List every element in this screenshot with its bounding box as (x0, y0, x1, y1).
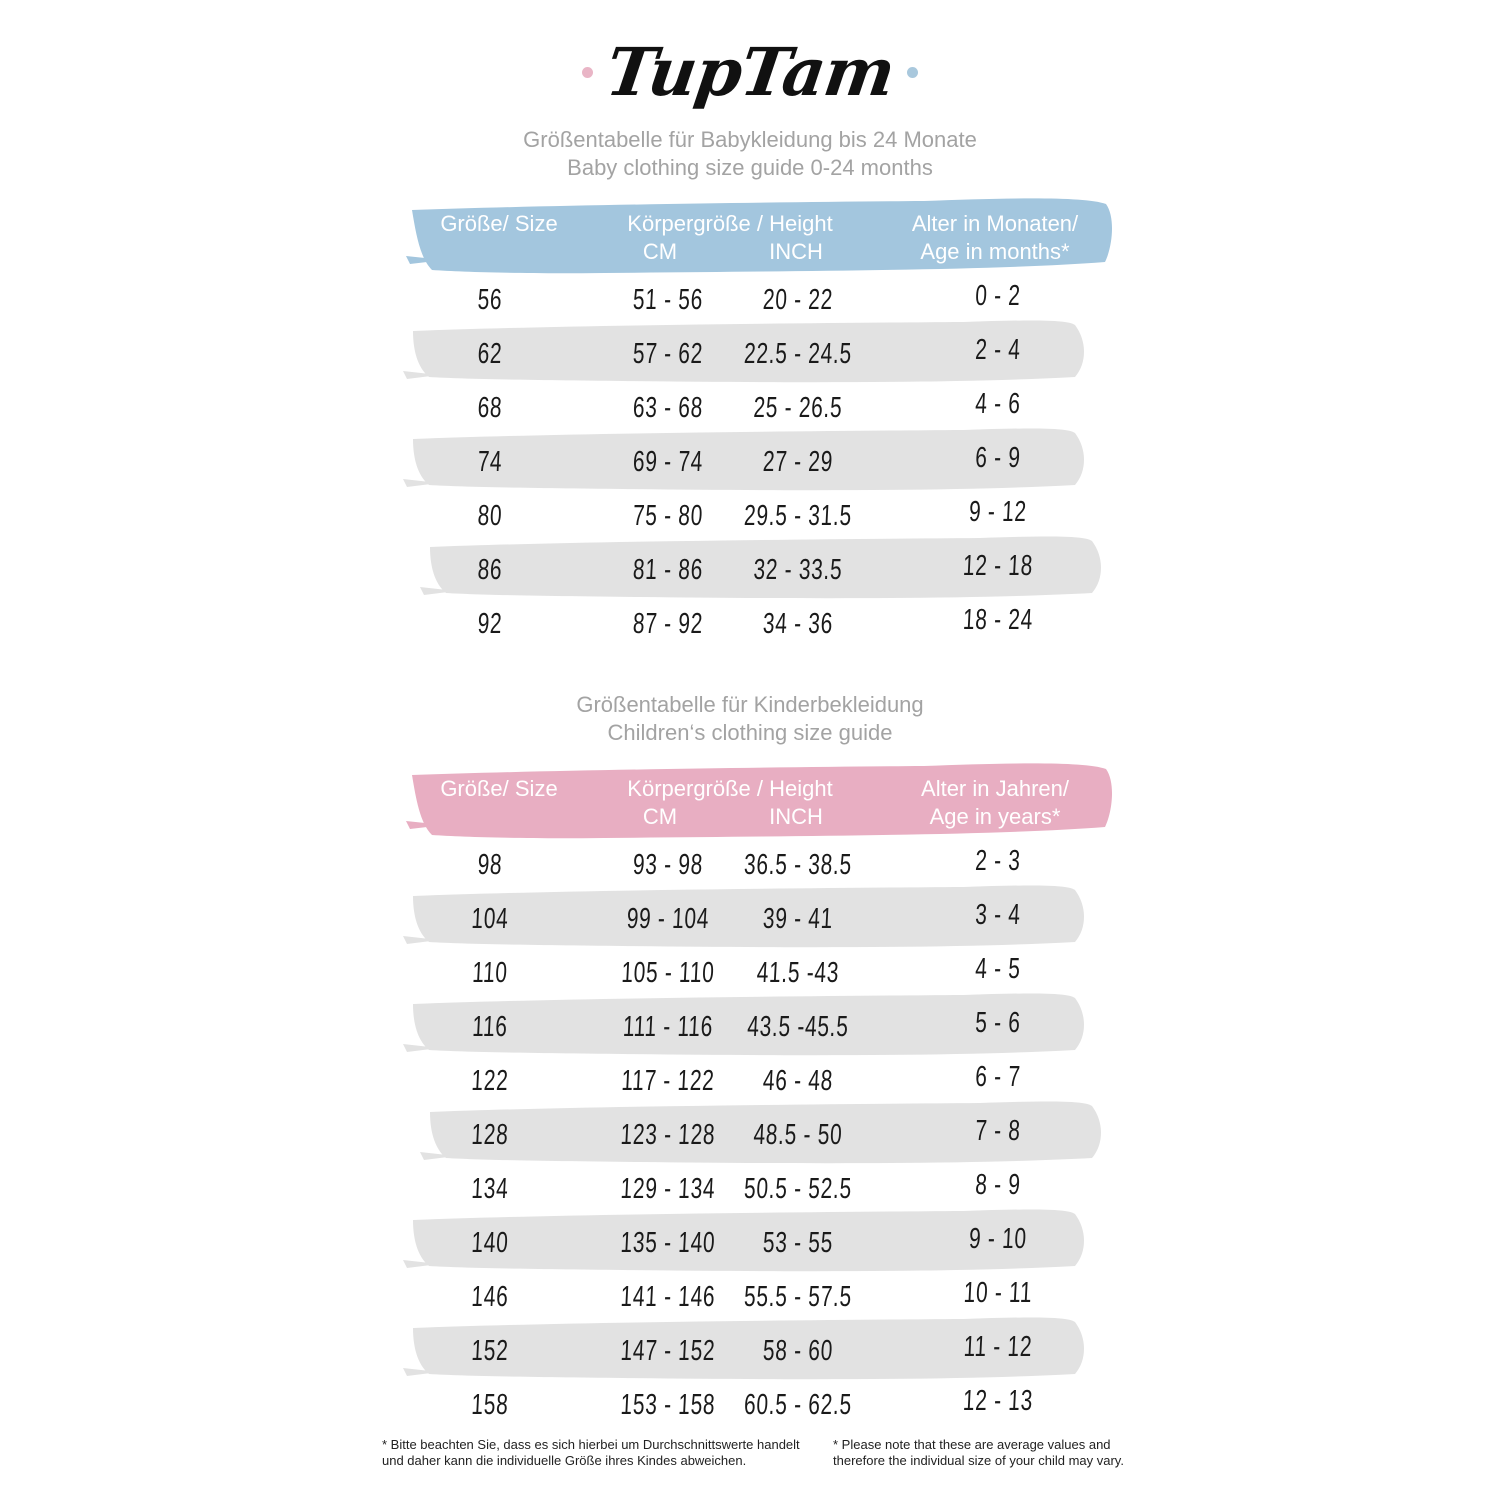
baby-cell-age: 12 - 18 (962, 550, 1034, 582)
baby-cell-size: 56 (476, 284, 504, 316)
kids-cell-cm: 141 - 146 (619, 1281, 717, 1313)
baby-cell-inch: 25 - 26.5 (752, 392, 844, 424)
kids-header-age-line2: Age in years* (929, 804, 1061, 829)
baby-cell-age: 9 - 12 (968, 496, 1028, 528)
kids-cell-size: 152 (470, 1335, 510, 1367)
baby-cell-age: 2 - 4 (974, 334, 1022, 366)
kids-cell-age: 11 - 12 (962, 1331, 1034, 1363)
baby-cell-inch: 22.5 - 24.5 (743, 338, 853, 370)
kids-header-age-line1: Alter in Jahren/ (921, 776, 1069, 801)
kids-cell-age: 2 - 3 (974, 845, 1022, 877)
logo-dot-pink-icon (582, 67, 593, 78)
baby-header-height: Körpergröße / Height (627, 211, 833, 236)
baby-header-inch: INCH (769, 239, 823, 264)
kids-cell-size: 158 (470, 1389, 510, 1421)
kids-cell-cm: 99 - 104 (625, 903, 710, 935)
brand-name: TupTam (601, 33, 899, 111)
footnote-en-line2: therefore the individual size of your child may vary. (833, 1453, 1124, 1468)
kids-cell-age: 7 - 8 (974, 1115, 1022, 1147)
baby-cell-size: 80 (476, 500, 504, 532)
baby-title-en: Baby clothing size guide 0-24 months (567, 155, 933, 180)
kids-cell-cm: 147 - 152 (619, 1335, 717, 1367)
kids-cell-inch: 36.5 - 38.5 (743, 849, 853, 881)
kids-cell-size: 146 (470, 1281, 510, 1313)
kids-cell-inch: 43.5 -45.5 (746, 1011, 850, 1043)
footnote-en-line1: * Please note that these are average values and (833, 1437, 1111, 1452)
kids-cell-age: 6 - 7 (974, 1061, 1022, 1093)
baby-header-age (880, 210, 1110, 266)
baby-cell-size: 92 (476, 608, 504, 640)
baby-cell-size: 68 (476, 392, 504, 424)
kids-cell-cm: 117 - 122 (620, 1065, 716, 1097)
kids-cell-inch: 48.5 - 50 (752, 1119, 844, 1151)
kids-header-age (880, 775, 1110, 831)
logo-dot-blue-icon (907, 67, 918, 78)
baby-cell-inch: 27 - 29 (762, 446, 834, 478)
kids-cell-size: 128 (470, 1119, 510, 1151)
baby-cell-cm: 69 - 74 (632, 446, 704, 478)
baby-header-age-line2: Age in months* (920, 239, 1070, 264)
kids-cell-size: 98 (476, 849, 504, 881)
kids-cell-age: 3 - 4 (974, 899, 1022, 931)
kids-cell-inch: 50.5 - 52.5 (743, 1173, 853, 1205)
kids-cell-age: 9 - 10 (968, 1223, 1028, 1255)
kids-cell-inch: 58 - 60 (762, 1335, 834, 1367)
footnote-de-line2: und daher kann die individuelle Größe ihres Kindes abweichen. (382, 1453, 747, 1468)
kids-cell-cm: 135 - 140 (619, 1227, 717, 1259)
kids-cell-inch: 55.5 - 57.5 (743, 1281, 853, 1313)
baby-cell-size: 86 (476, 554, 504, 586)
footnote-en (833, 1437, 1153, 1469)
kids-title-de: Größentabelle für Kinderbekleidung (576, 692, 924, 717)
kids-cell-inch: 60.5 - 62.5 (743, 1389, 853, 1421)
kids-cell-inch: 46 - 48 (762, 1065, 834, 1097)
baby-cell-inch: 34 - 36 (762, 608, 834, 640)
kids-cell-size: 122 (470, 1065, 510, 1097)
kids-cell-inch: 39 - 41 (762, 903, 834, 935)
kids-header-inch: INCH (769, 804, 823, 829)
kids-cell-size: 134 (470, 1173, 510, 1205)
kids-cell-age: 4 - 5 (974, 953, 1022, 985)
baby-cell-cm: 51 - 56 (632, 284, 704, 316)
kids-header-height: Körpergröße / Height (627, 776, 833, 801)
kids-cell-size: 104 (470, 903, 510, 935)
kids-cell-age: 8 - 9 (974, 1169, 1022, 1201)
baby-cell-cm: 87 - 92 (632, 608, 704, 640)
kids-title-en: Children‘s clothing size guide (607, 720, 893, 745)
baby-cell-inch: 20 - 22 (762, 284, 834, 316)
baby-cell-age: 0 - 2 (974, 280, 1022, 312)
kids-cell-age: 12 - 13 (962, 1385, 1034, 1417)
kids-cell-cm: 105 - 110 (620, 957, 716, 989)
baby-title-de: Größentabelle für Babykleidung bis 24 Monate (523, 127, 977, 152)
kids-header-size: Größe/ Size (440, 776, 558, 801)
baby-cell-size: 74 (476, 446, 504, 478)
baby-header-age-line1: Alter in Monaten/ (911, 211, 1079, 236)
baby-cell-age: 6 - 9 (974, 442, 1022, 474)
kids-cell-age: 5 - 6 (974, 1007, 1022, 1039)
kids-table-title (0, 691, 1500, 747)
baby-cell-age: 18 - 24 (962, 604, 1034, 636)
kids-cell-age: 10 - 11 (962, 1277, 1034, 1309)
kids-cell-inch: 53 - 55 (762, 1227, 834, 1259)
kids-cell-cm: 93 - 98 (632, 849, 704, 881)
baby-cell-cm: 75 - 80 (632, 500, 704, 532)
baby-cell-cm: 81 - 86 (632, 554, 704, 586)
kids-cell-size: 116 (471, 1011, 509, 1043)
baby-header-cm: CM (642, 239, 678, 264)
baby-cell-cm: 63 - 68 (632, 392, 704, 424)
baby-cell-inch: 32 - 33.5 (752, 554, 844, 586)
brand-logo (0, 22, 1500, 122)
kids-cell-inch: 41.5 -43 (755, 957, 840, 989)
footnote-de (382, 1437, 822, 1469)
footnote-de-line1: * Bitte beachten Sie, dass es sich hierbei um Durchschnittswerte handelt (382, 1437, 800, 1452)
kids-cell-cm: 129 - 134 (619, 1173, 717, 1205)
kids-cell-size: 110 (471, 957, 509, 989)
baby-cell-age: 4 - 6 (974, 388, 1022, 420)
kids-cell-cm: 111 - 116 (622, 1011, 714, 1043)
kids-cell-cm: 153 - 158 (619, 1389, 717, 1421)
baby-cell-inch: 29.5 - 31.5 (743, 500, 853, 532)
kids-cell-cm: 123 - 128 (619, 1119, 717, 1151)
baby-cell-size: 62 (476, 338, 504, 370)
kids-cell-size: 140 (470, 1227, 510, 1259)
baby-header-size: Größe/ Size (440, 211, 558, 236)
baby-table-title (0, 126, 1500, 182)
baby-cell-cm: 57 - 62 (632, 338, 704, 370)
kids-header-cm: CM (642, 804, 678, 829)
